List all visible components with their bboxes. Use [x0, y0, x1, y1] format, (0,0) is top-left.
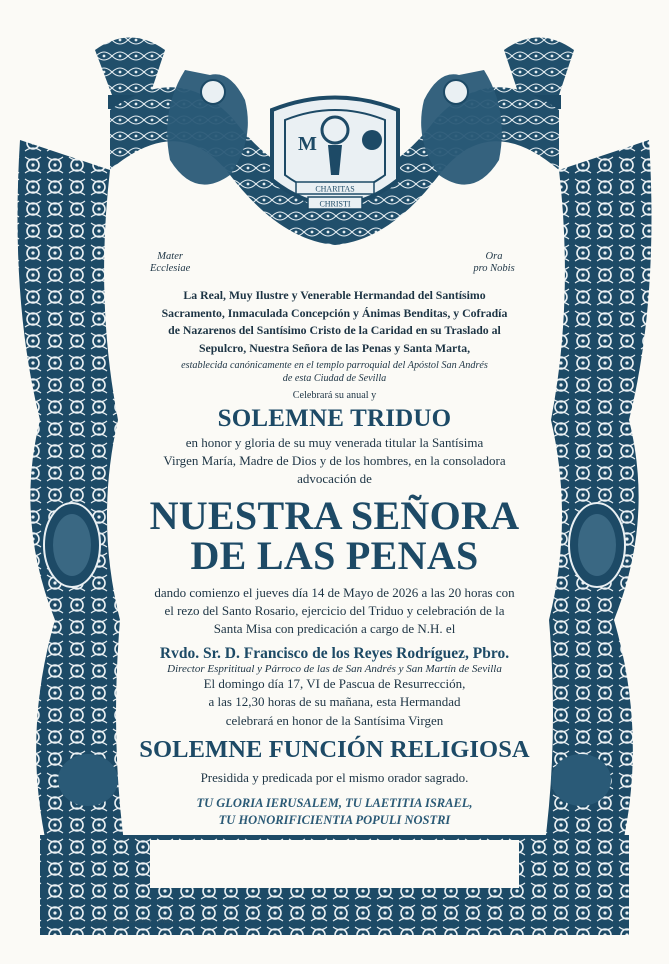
closing-line: TU HONORIFICIENTIA POPULI NOSTRI — [218, 813, 451, 828]
schedule-paragraph — [133, 584, 536, 639]
intro-line: Sacramento, Inmaculada Concepción y Ánimas Benditas, y Cofradía — [161, 305, 508, 320]
intro-paragraph — [133, 287, 536, 357]
intro-line: Sepulcro, Nuestra Señora de las Penas y Santa Marta, — [198, 340, 471, 355]
canonical-line: establecida canónicamente en el templo parroquial del Apóstol San Andrés — [181, 360, 488, 371]
main-title-line: DE LAS PENAS — [190, 532, 479, 578]
emblem-banner-top: CHARITAS — [315, 184, 355, 194]
ora-line: Ora — [485, 251, 503, 262]
central-emblem — [272, 98, 398, 210]
funcion-title: SOLEMNE FUNCIÓN RELIGIOSA — [139, 735, 530, 763]
schedule-line: el rezo del Santo Rosario, ejercicio del Triduo y celebración de la — [164, 602, 505, 618]
intro-line: de Nazarenos del Santísimo Cristo de la Caridad en su Traslado al — [168, 323, 501, 337]
honor-line: Virgen María, Madre de Dios y de los hombres, en la consoladora — [163, 453, 506, 469]
canonical-seat — [133, 359, 536, 385]
ecclesiae-line: Ecclesiae — [150, 263, 191, 274]
honor-paragraph — [133, 434, 536, 489]
left-urn — [95, 38, 165, 96]
celebrara-text: Celebrará su anual y — [292, 390, 377, 401]
mater-ecclesiae-label — [150, 251, 190, 275]
pro-nobis-line: pro Nobis — [473, 263, 515, 274]
announcement-text — [133, 287, 536, 829]
honor-line: en honor y gloria de su muy venerada titular la Santísima — [185, 435, 484, 450]
svg-text:M: M — [298, 133, 317, 155]
mater-line: Mater — [157, 251, 183, 262]
sunday-line: celebrará en honor de la Santísima Virgen — [225, 712, 444, 728]
preacher-role: Director Esprititual y Párroco de las de San Andrés y San Martín de Sevilla — [167, 663, 502, 676]
closing-line: TU GLORIA IERUSALEM, TU LAETITIA ISRAEL, — [196, 796, 473, 811]
sunday-line: a las 12,30 horas de su mañana, esta Hermandad — [208, 694, 461, 710]
emblem-banner-bottom: CHRISTI — [319, 199, 351, 209]
triduo-title: SOLEMNE TRIDUO — [217, 405, 452, 432]
schedule-line: Santa Misa con predicación a cargo de N.H. el — [213, 621, 456, 637]
bottom-panel — [150, 840, 519, 888]
intro-line: La Real, Muy Ilustre y Venerable Hermandad del Santísimo — [183, 288, 486, 302]
main-title — [133, 492, 536, 578]
sunday-line: El domingo día 17, VI de Pascua de Resurrección, — [203, 676, 466, 692]
ora-pro-nobis-label — [467, 251, 521, 275]
honor-line: advocación de — [297, 471, 372, 487]
main-title-line: NUESTRA SEÑORA — [149, 492, 520, 538]
presided-text: Presidida y predicada por el mismo orador sagrado. — [200, 769, 469, 785]
preacher-name: Rvdo. Sr. D. Francisco de los Reyes Rodríguez, Pbro. — [159, 645, 510, 663]
artist-signature: Cayetano González · Dibujo — [95, 919, 177, 925]
canonical-line: de esta Ciudad de Sevilla — [282, 373, 387, 384]
sunday-paragraph — [133, 675, 536, 730]
right-urn — [504, 38, 574, 96]
schedule-line: dando comienzo el jueves día 14 de Mayo de 2026 a las 20 horas con — [154, 584, 515, 600]
closing-verse — [133, 795, 536, 829]
